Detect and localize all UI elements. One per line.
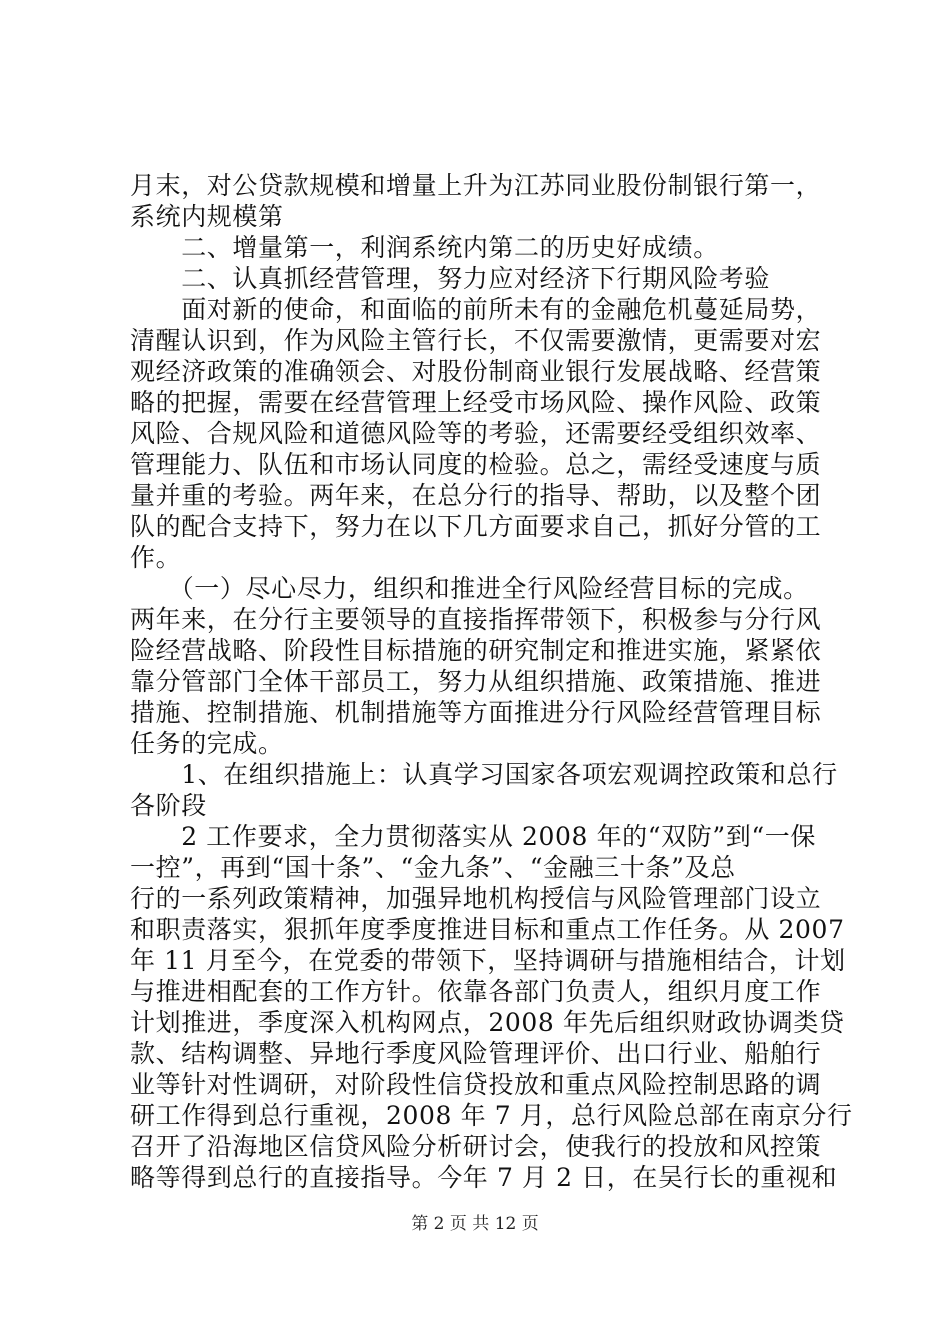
document-body: [130, 170, 853, 1193]
text-line: 计划推进，季度深入机构网点，2008 年先后组织财政协调类贷: [130, 1008, 845, 1037]
text-line: 1、在组织措施上：认真学习国家各项宏观调控政策和总行: [130, 760, 838, 789]
text-line: 风险、合规风险和道德风险等的考验，还需要经受组织效率、: [130, 419, 822, 448]
text-line: 靠分管部门全体干部员工，努力从组织措施、政策措施、推进: [130, 667, 822, 696]
text-line: 险经营战略、阶段性目标措施的研究制定和推进实施，紧紧依: [130, 636, 822, 665]
text-line: 清醒认识到，作为风险主管行长，不仅需要激情，更需要对宏: [130, 326, 822, 355]
text-line: 措施、控制措施、机制措施等方面推进分行风险经营管理目标: [130, 698, 822, 727]
text-line: 管理能力、队伍和市场认同度的检验。总之，需经受速度与质: [130, 450, 822, 479]
text-line: 任务的完成。: [130, 729, 284, 758]
text-line: （一）尽心尽力，组织和推进全行风险经营目标的完成。: [130, 574, 809, 603]
text-line: 业等针对性调研，对阶段性信贷投放和重点风险控制思路的调: [130, 1070, 822, 1099]
text-line: 行的一系列政策精神，加强异地机构授信与风险管理部门设立: [130, 884, 822, 913]
text-line: 队的配合支持下，努力在以下几方面要求自己，抓好分管的工: [130, 512, 822, 541]
text-line: 观经济政策的准确领会、对股份制商业银行发展战略、经营策: [130, 357, 822, 386]
text-line: 量并重的考验。两年来，在总分行的指导、帮助，以及整个团: [130, 481, 822, 510]
text-line: 略等得到总行的直接指导。今年 7 月 2 日，在吴行长的重视和: [130, 1163, 838, 1192]
text-line: 与推进相配套的工作方针。依靠各部门负责人，组织月度工作: [130, 977, 822, 1006]
page-footer: 第 2 页 共 12 页: [411, 1214, 539, 1234]
text-line: 二、认真抓经营管理，努力应对经济下行期风险考验: [130, 264, 771, 293]
text-line: 两年来，在分行主要领导的直接指挥带领下，积极参与分行风: [130, 605, 822, 634]
text-line: 款、结构调整、异地行季度风险管理评价、出口行业、船舶行: [130, 1039, 822, 1068]
text-line: 召开了沿海地区信贷风险分析研讨会，使我行的投放和风控策: [130, 1132, 822, 1161]
text-line: 面对新的使命，和面临的前所未有的金融危机蔓延局势，: [130, 295, 822, 324]
text-line: 作。: [130, 543, 182, 572]
text-line: 二、增量第一，利润系统内第二的历史好成绩。: [130, 233, 719, 262]
text-line: 年 11 月至今，在党委的带领下，坚持调研与措施相结合，计划: [130, 946, 846, 975]
text-line: 和职责落实，狠抓年度季度推进目标和重点工作任务。从 2007: [130, 915, 845, 944]
text-line: 2 工作要求，全力贯彻落实从 2008 年的“双防”到“一保: [130, 822, 816, 851]
text-line: 研工作得到总行重视，2008 年 7 月，总行风险总部在南京分行: [130, 1101, 853, 1130]
text-line: 各阶段: [130, 791, 207, 820]
text-line: 一控”，再到“国十条”、“金九条”、“金融三十条”及总: [130, 853, 736, 882]
text-line: 略的把握，需要在经营管理上经受市场风险、操作风险、政策: [130, 388, 822, 417]
text-line: 系统内规模第: [130, 202, 284, 231]
text-line: 月末，对公贷款规模和增量上升为江苏同业股份制银行第一，: [130, 171, 822, 200]
